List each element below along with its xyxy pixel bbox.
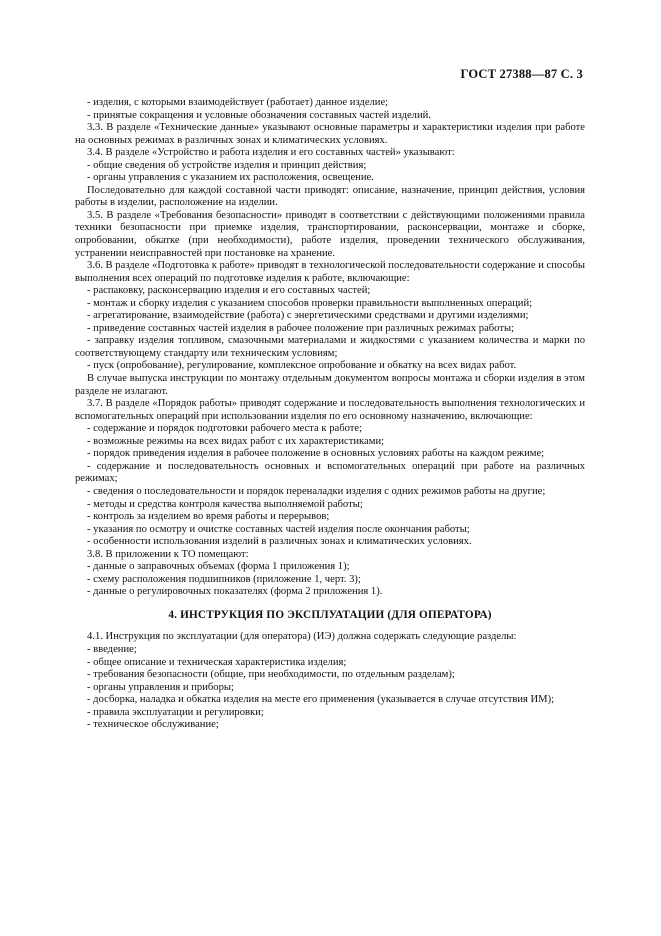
list-item: - органы управления с указанием их расположения, освещение. (87, 172, 374, 184)
paragraph-4-1: 4.1. Инструкция по эксплуатации (для оператора) (ИЭ) должна содержать следующие разделы: (87, 631, 517, 643)
list-item: - досборка, наладка и обкатка изделия на месте его применения (указывается в случае отсутствия ИМ); (87, 694, 555, 706)
list-item: - агрегатирование, взаимодействие (работа) с энергетическими средствами и другими изделиями; (87, 310, 529, 322)
list-item: - содержание и последовательность основных и вспомогательных операций при работе на различных режимах; (75, 460, 585, 485)
list-item: - сведения о последовательности и порядок переналадки изделия с одних режимов работы на другие; (87, 485, 546, 497)
paragraph-3-8: 3.8. В приложении к ТО помещают: (87, 548, 249, 560)
list-item: - возможные режимы на всех видах работ с их характеристиками; (87, 435, 385, 447)
list-item: - содержание и порядок подготовки рабочего места к работе; (87, 423, 363, 435)
paragraph: В случае выпуска инструкции по монтажу отдельным документом вопросы монтажа и сборки изделия в этом разделе не излагают. (75, 373, 585, 397)
paragraph: Последовательно для каждой составной части приводят: описание, назначение, принцип действия, условия работы в изделии, расположение на изделии. (75, 184, 585, 209)
list-item: - порядок приведения изделия в рабочее положение в основных условиях работы на каждом режиме; (87, 448, 545, 460)
list-item: - принятые сокращения и условные обозначения составных частей изделий. (87, 109, 431, 121)
list-item: - техническое обслуживание; (87, 719, 219, 731)
list-item: - особенности использования изделий в различных зонах и климатических условиях. (87, 536, 472, 548)
list-item: - введение; (87, 643, 137, 655)
list-item: - приведение составных частей изделия в рабочее положение при различных режимах работы; (87, 322, 515, 334)
list-item: - изделия, с которыми взаимодействует (работает) данное изделие; (87, 97, 389, 108)
list-item: - монтаж и сборку изделия с указанием способов проверки правильности выполненных операций; (87, 297, 533, 309)
list-item: - пуск (опробование), регулирование, комплексное опробование и обкатку на всех видах работ. (87, 360, 517, 372)
page-header: ГОСТ 27388—87 С. 3 (460, 67, 583, 81)
section-heading: 4. ИНСТРУКЦИЯ ПО ЭКСПЛУАТАЦИИ (ДЛЯ ОПЕРАТОРА) (168, 608, 492, 621)
paragraph-3-4: 3.4. В разделе «Устройство и работа изделия и его составных частей» указывают: (87, 147, 455, 159)
list-item: - общие сведения об устройстве изделия и принцип действия; (87, 159, 367, 171)
list-item: - правила эксплуатации и регулировки; (87, 706, 264, 718)
list-item: - методы и средства контроля качества выполняемой работы; (87, 498, 363, 510)
list-item: - органы управления и приборы; (87, 681, 234, 693)
list-item: - заправку изделия топливом, смазочными материалами и жидкостями с указанием количества и марки по соответствующему стандарту или техническим условиям; (75, 335, 585, 359)
list-item: - общее описание и техническая характеристика изделия; (87, 656, 347, 668)
list-item: - требования безопасности (общие, при необходимости, по отдельным разделам); (87, 669, 455, 681)
paragraph-3-7: 3.7. В разделе «Порядок работы» приводят содержание и последовательность выполнения технологических и вспомогательных операций при использовании изделия по его основному назначению, включающие: (75, 398, 585, 422)
paragraph-3-3: 3.3. В разделе «Технические данные» указывают основные параметры и характеристики изделия при работе на основных режимах в различных зонах и климатических условиях. (75, 122, 585, 146)
paragraph-3-5: 3.5. В разделе «Требования безопасности» приводят в соответствии с действующими положениями правила техники безопасности при приемке изделия, транспортировании, расконсервации, монтаже и сборке, опробовании, обкатке (при необходимости), работе изделия, проведении технического обслуживания, устранении неисправностей при постановке на хранение. (75, 209, 585, 259)
list-item: - данные о регулировочных показателях (форма 2 приложения 1). (87, 586, 383, 598)
list-item: - указания по осмотру и очистке составных частей изделия после окончания работы; (87, 523, 470, 535)
list-item: - контроль за изделием во время работы и перерывов; (87, 511, 330, 523)
document-body (75, 97, 585, 732)
list-item: - распаковку, расконсервацию изделия и его составных частей; (87, 285, 371, 297)
list-item: - схему расположения подшипников (приложение 1, черт. 3); (87, 573, 361, 585)
list-item: - данные о заправочных объемах (форма 1 приложения 1); (87, 561, 350, 573)
paragraph-3-6: 3.6. В разделе «Подготовка к работе» приводят в технологической последовательности содержание и способы выполнения всех операций по подготовке изделия к работе, включающие: (75, 260, 585, 284)
